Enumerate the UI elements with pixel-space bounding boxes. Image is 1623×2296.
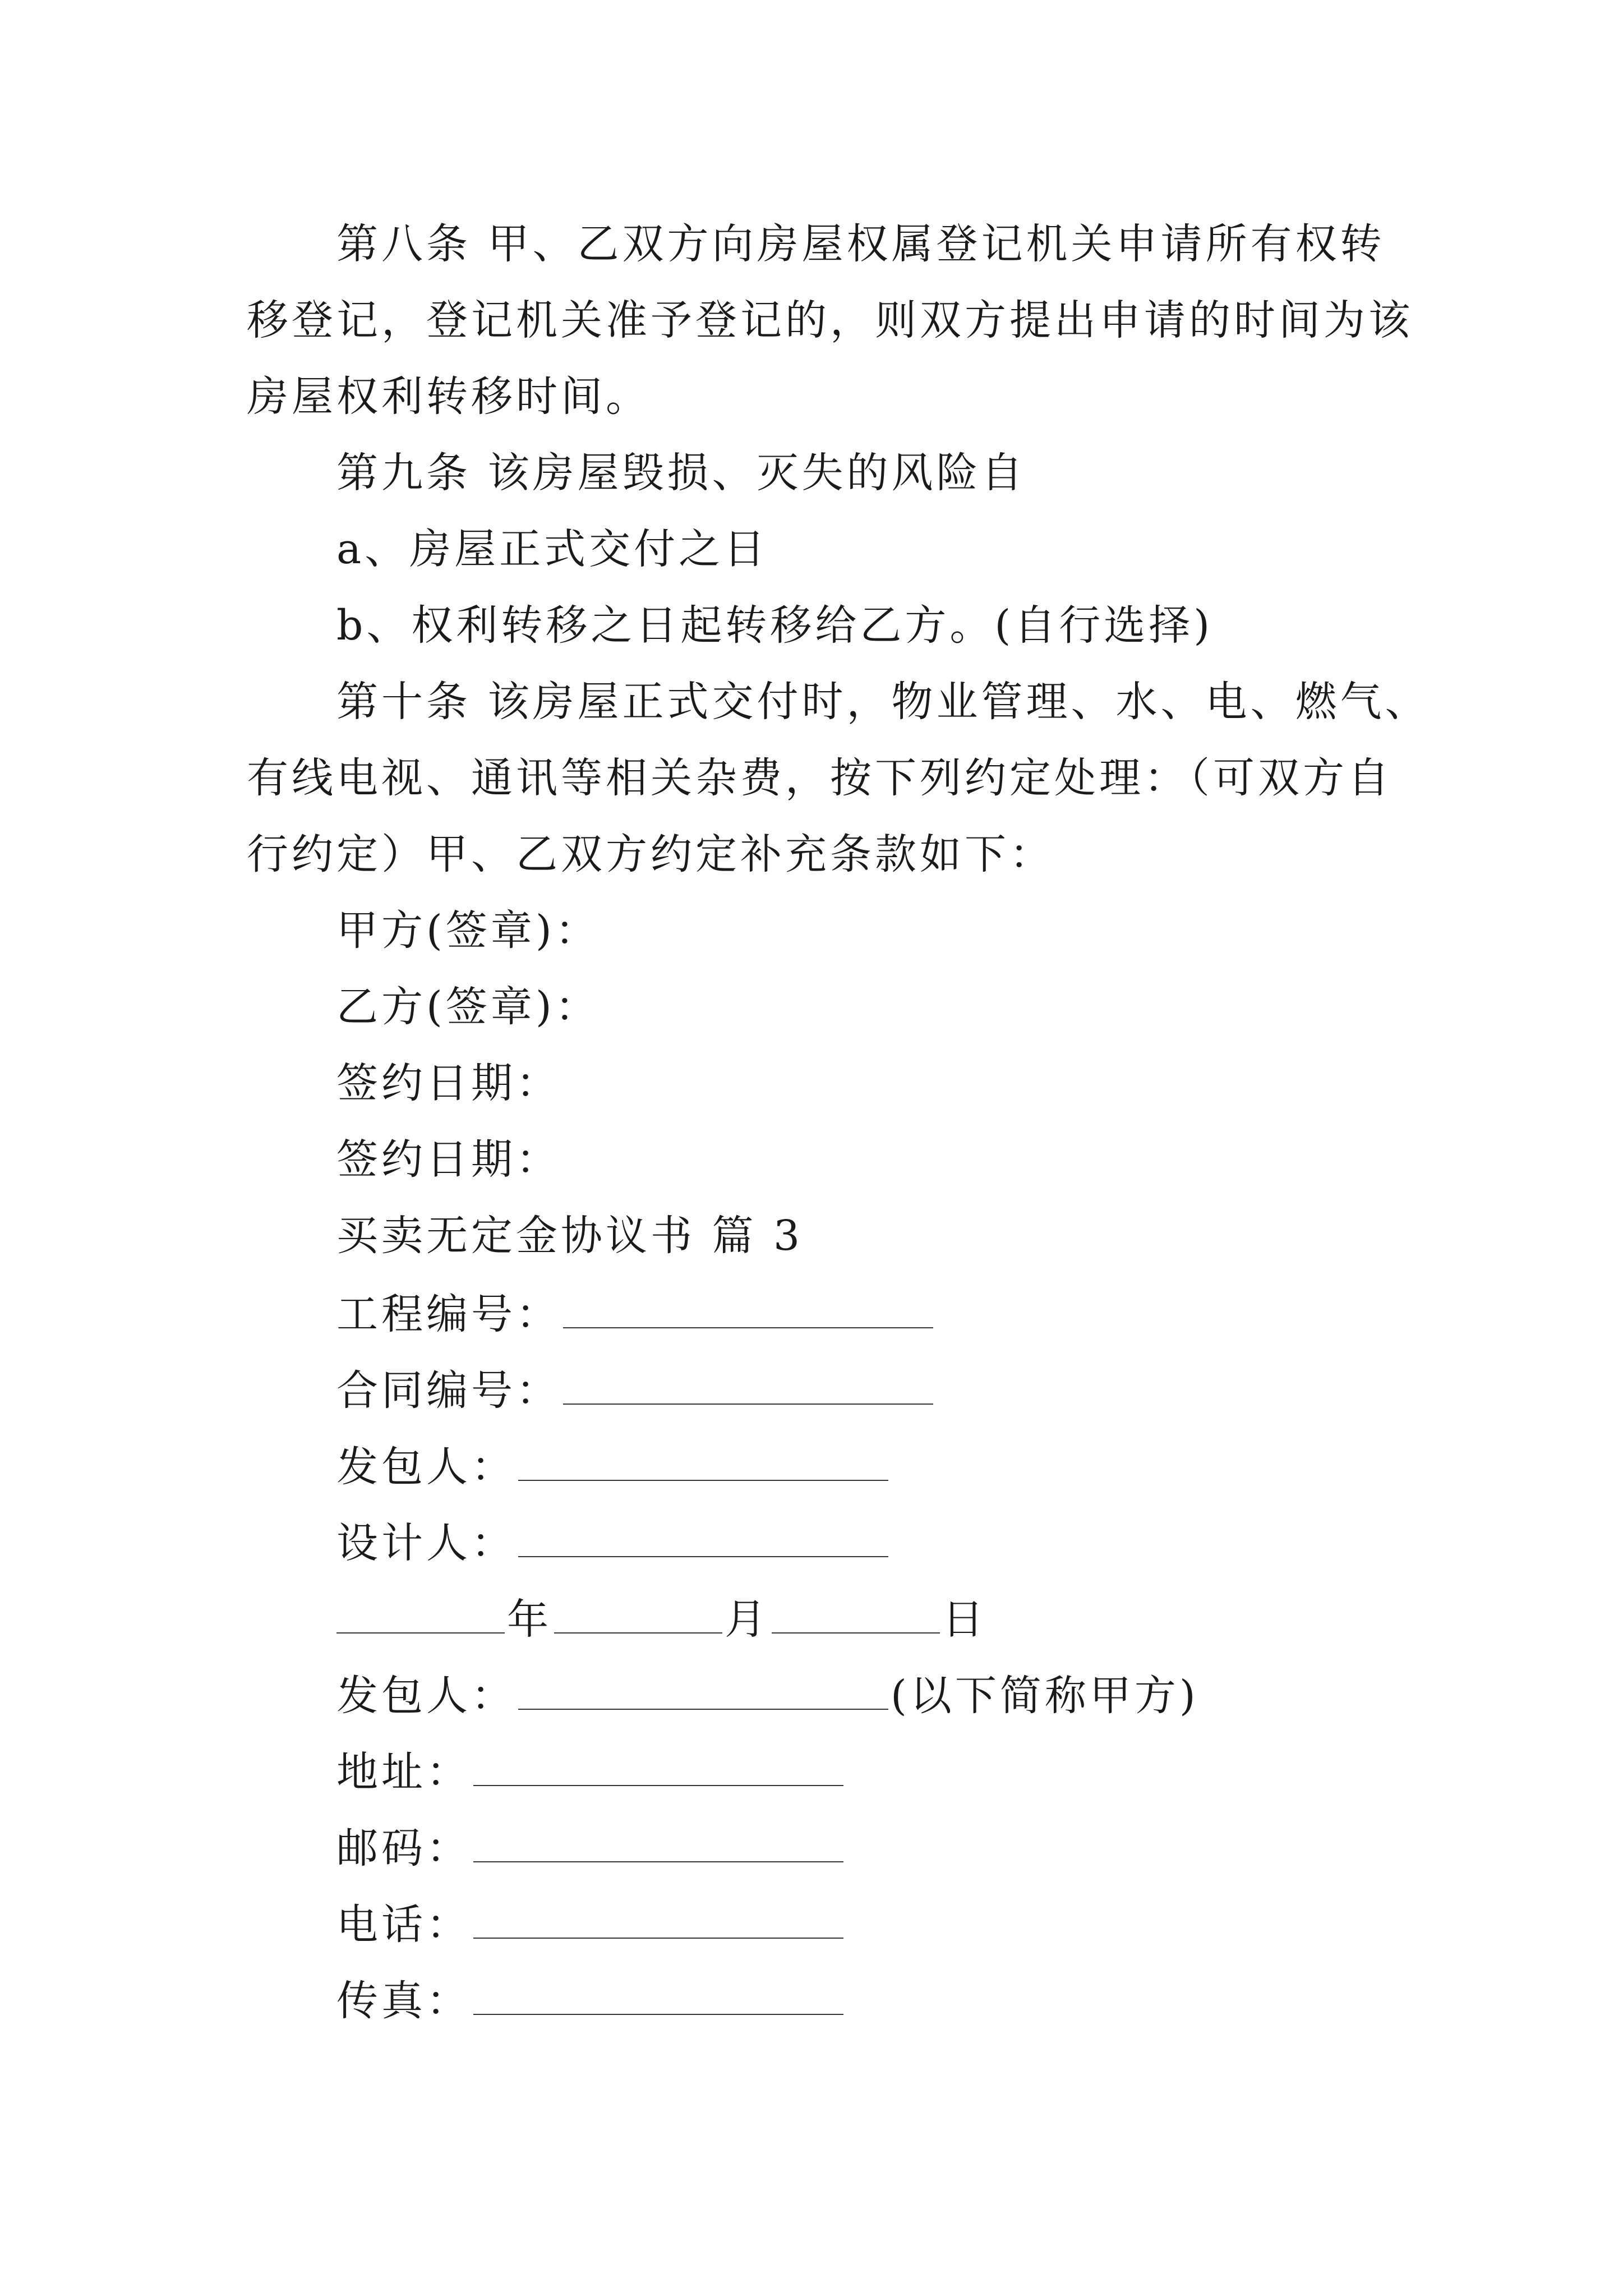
- postcode-row: [336, 1824, 846, 1872]
- project-number-blank: [563, 1291, 933, 1328]
- article-9-option-a: a、房屋正式交付之日: [336, 525, 769, 573]
- phone-row: [336, 1901, 846, 1949]
- contract-number-blank: [563, 1368, 933, 1405]
- article-9-line-1: 第九条 该房屋毁损、灭失的风险自: [336, 449, 1026, 497]
- employer-row: [336, 1443, 891, 1491]
- address-label: 地址：: [336, 1748, 471, 1796]
- article-8-line-3: 房屋权利转移时间。: [247, 372, 651, 421]
- fax-blank: [473, 1978, 843, 2015]
- project-number-label: 工程编号：: [336, 1290, 561, 1338]
- date-row: [336, 1595, 987, 1644]
- month-blank: [554, 1596, 722, 1634]
- fax-row: [336, 1977, 846, 2025]
- postcode-label: 邮码：: [336, 1824, 471, 1872]
- party-b-signature: 乙方(签章)：: [336, 983, 600, 1031]
- designer-label: 设计人：: [336, 1519, 516, 1567]
- article-9-option-b: b、权利转移之日起转移给乙方。(自行选择): [336, 601, 1214, 650]
- day-blank: [772, 1596, 940, 1634]
- employer-info-label: 发包人：: [336, 1672, 516, 1720]
- section-title: 买卖无定金协议书 篇 3: [336, 1212, 804, 1260]
- employer-label: 发包人：: [336, 1443, 516, 1491]
- employer-info-blank: [518, 1673, 888, 1710]
- party-a-signature: 甲方(签章)：: [336, 907, 600, 955]
- designer-blank: [518, 1520, 888, 1557]
- fax-label: 传真：: [336, 1977, 471, 2025]
- article-8-line-2: 移登记，登记机关准予登记的，则双方提出申请的时间为该: [247, 296, 1413, 344]
- year-label: 年: [507, 1595, 552, 1644]
- day-label: 日: [942, 1595, 987, 1644]
- postcode-blank: [473, 1825, 843, 1862]
- article-10-line-3: 行约定）甲、乙双方约定补充条款如下：: [247, 830, 1054, 878]
- article-10-line-2: 有线电视、通讯等相关杂费，按下列约定处理：（可双方自: [247, 754, 1393, 802]
- year-blank: [336, 1596, 505, 1634]
- designer-row: [336, 1519, 891, 1567]
- address-row: [336, 1748, 846, 1796]
- contract-number-row: [336, 1366, 935, 1415]
- article-8-line-1: 第八条 甲、乙双方向房屋权属登记机关申请所有权转: [336, 220, 1385, 268]
- month-label: 月: [725, 1595, 769, 1644]
- employer-info-row: [336, 1672, 1199, 1720]
- signing-date-2: 签约日期：: [336, 1135, 561, 1184]
- employer-blank: [518, 1444, 888, 1481]
- project-number-row: [336, 1290, 935, 1338]
- phone-blank: [473, 1902, 843, 1939]
- employer-info-suffix: (以下简称甲方): [891, 1672, 1199, 1720]
- address-blank: [473, 1749, 843, 1786]
- contract-number-label: 合同编号：: [336, 1366, 561, 1415]
- phone-label: 电话：: [336, 1901, 471, 1949]
- signing-date-1: 签约日期：: [336, 1059, 561, 1107]
- article-10-line-1: 第十条 该房屋正式交付时，物业管理、水、电、燃气、: [336, 678, 1430, 726]
